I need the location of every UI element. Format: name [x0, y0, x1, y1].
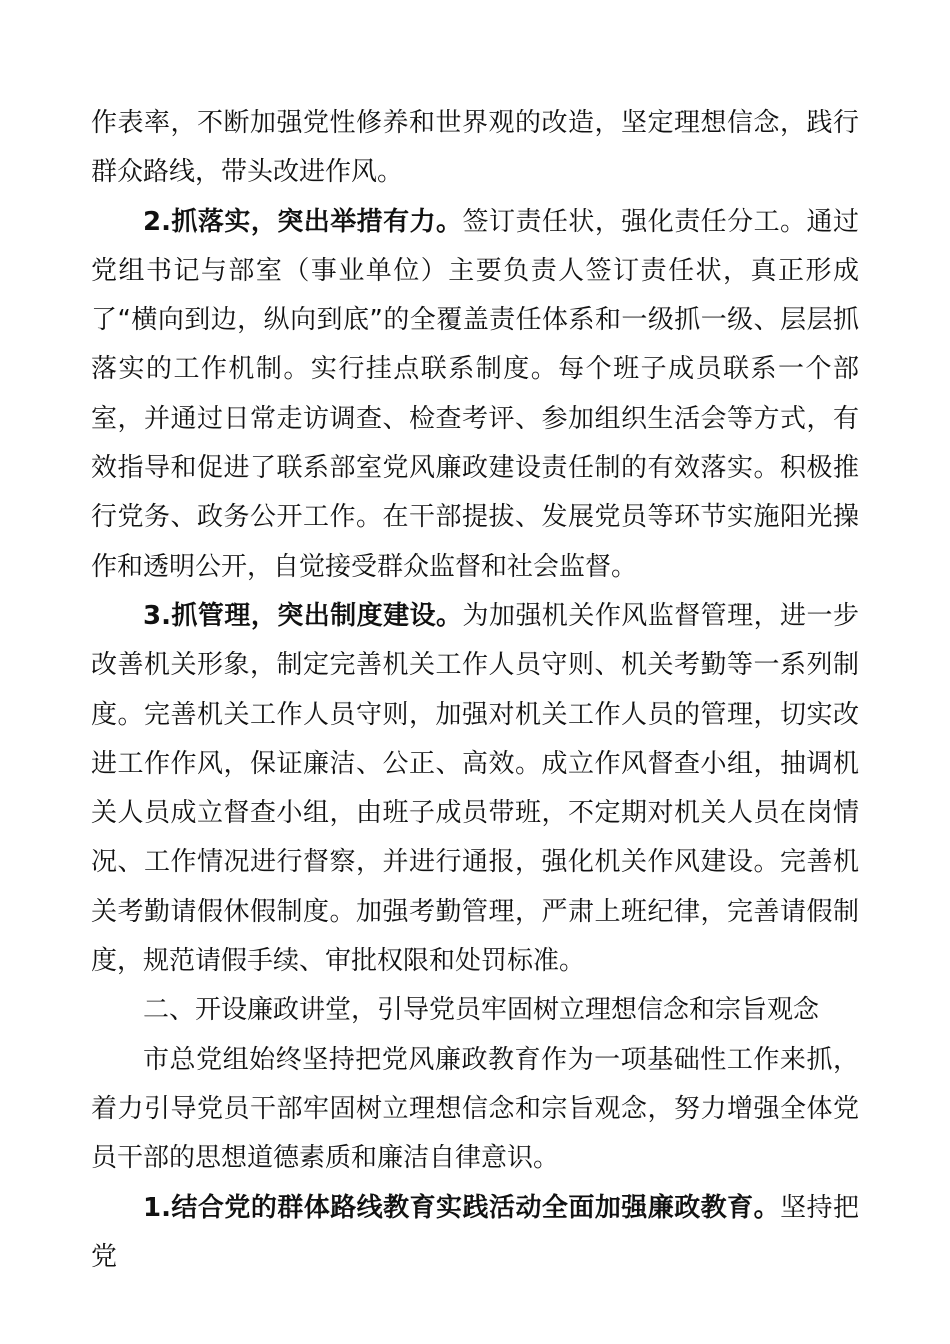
- paragraph-2-lead: 2.抓落实，突出举措有力。: [143, 206, 463, 237]
- paragraph-6-text: 坚持把党: [91, 1192, 859, 1272]
- paragraph-4-text: 二、开设廉政讲堂，引导党员牢固树立理想信念和宗旨观念: [143, 995, 820, 1026]
- paragraph-3: [91, 592, 859, 986]
- paragraph-1-text: 作表率，不断加强党性修养和世界观的改造，坚定理想信念，践行群众路线，带头改进作风。: [91, 108, 859, 188]
- paragraph-6: [91, 1184, 859, 1283]
- paragraph-2-text: 签订责任状，强化责任分工。通过党组书记与部室（事业单位）主要负责人签订责任状，真正形成了“横向到边，纵向到底”的全覆盖责任体系和一级抓一级、层层抓落实的工作机制。实行挂点联系制度。每个班子成员联系一个部室，并通过日常走访调查、检查考评、参加组织生活会等方式，有效指导和促进了联系部室党风廉政建设责任制的有效落实。积极推行党务、政务公开工作。在干部提拔、发展党员等环节实施阳光操作和透明公开，自觉接受群众监督和社会监督。: [91, 206, 859, 582]
- paragraph-5: [91, 1036, 859, 1184]
- paragraph-2: [91, 198, 859, 592]
- paragraph-5-text: 市总党组始终坚持把党风廉政教育作为一项基础性工作来抓，着力引导党员干部牢固树立理想信念和宗旨观念，努力增强全体党员干部的思想道德素质和廉洁自律意识。: [91, 1044, 859, 1174]
- paragraph-6-lead: 1.结合党的群体路线教育实践活动全面加强廉政教育。: [143, 1192, 781, 1223]
- paragraph-3-text: 为加强机关作风监督管理，进一步改善机关形象，制定完善机关工作人员守则、机关考勤等一系列制度。完善机关工作人员守则，加强对机关工作人员的管理，切实改进工作作风，保证廉洁、公正、高效。成立作风督查小组，抽调机关人员成立督查小组，由班子成员带班，不定期对机关人员在岗情况、工作情况进行督察，并进行通报，强化机关作风建设。完善机关考勤请假休假制度。加强考勤管理，严肃上班纪律，完善请假制度，规范请假手续、审批权限和处罚标准。: [91, 600, 859, 977]
- paragraph-3-lead: 3.抓管理，突出制度建设。: [143, 600, 463, 631]
- document-page: [91, 99, 859, 1282]
- paragraph-1: [91, 99, 859, 198]
- section-heading-2: [91, 986, 859, 1035]
